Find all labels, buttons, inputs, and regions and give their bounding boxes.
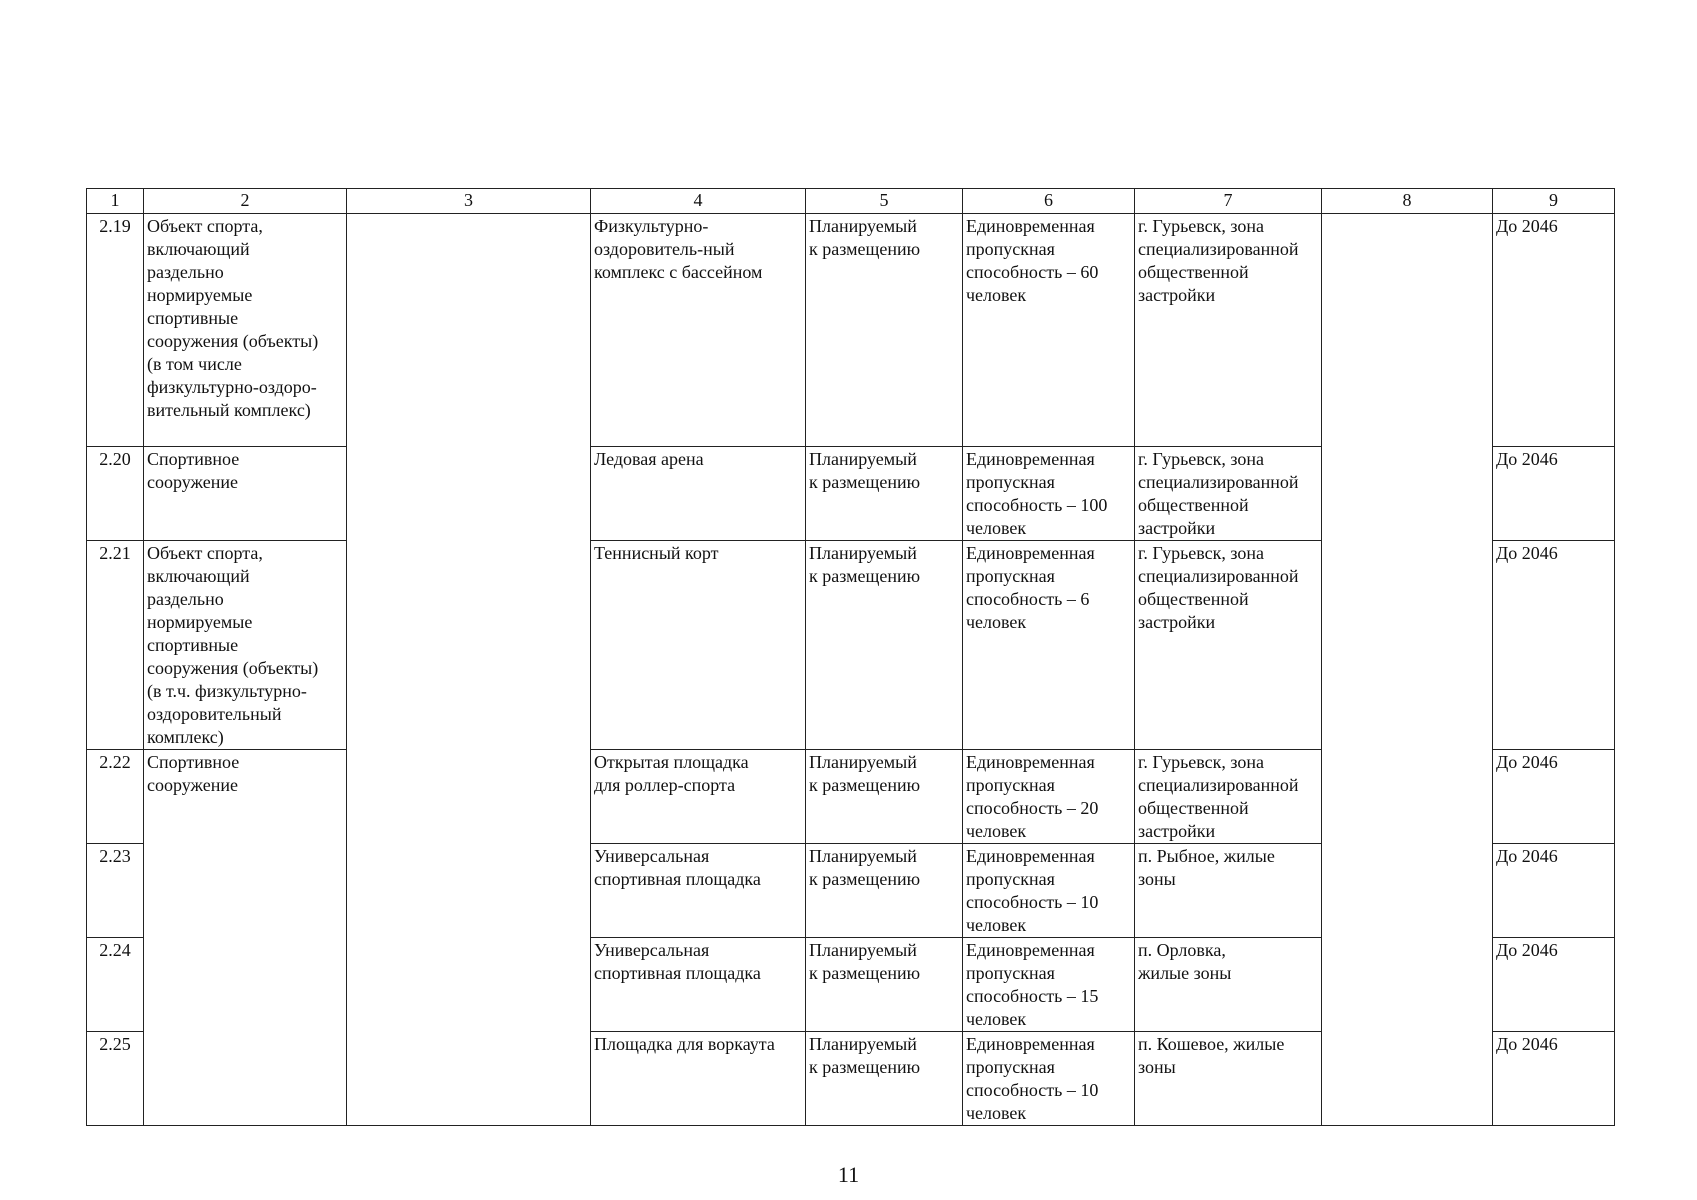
object-capacity: Единовременная пропускная способность – 60 человек [963, 214, 1135, 447]
object-location: п. Рыбное, жилые зоны [1135, 844, 1322, 938]
header-cell-3: 3 [347, 189, 591, 214]
page-number: 11 [837, 1162, 860, 1187]
object-location: п. Орловка, жилые зоны [1135, 938, 1322, 1032]
object-name: Физкультурно- оздоровитель-ный комплекс с бассейном [591, 214, 806, 447]
object-status: Планируемый к размещению [806, 1032, 963, 1126]
header-cell-1: 1 [87, 189, 144, 214]
object-capacity: Единовременная пропускная способность – 15 человек [963, 938, 1135, 1032]
object-status: Планируемый к размещению [806, 541, 963, 750]
object-name: Универсальная спортивная площадка [591, 938, 806, 1032]
object-capacity: Единовременная пропускная способность – 100 человек [963, 447, 1135, 541]
object-name: Открытая площадка для роллер-спорта [591, 750, 806, 844]
object-type: Объект спорта, включающий раздельно нормируемые спортивные сооружения (объекты) (в том числе физкультурно-оздоро- вительный комплекс) [144, 214, 347, 447]
object-status: Планируемый к размещению [806, 447, 963, 541]
row-number: 2.24 [87, 938, 144, 1032]
row-number: 2.23 [87, 844, 144, 938]
column-3-cell [347, 214, 591, 1126]
implementation-term: До 2046 [1493, 541, 1615, 750]
object-name: Ледовая арена [591, 447, 806, 541]
header-cell-6: 6 [963, 189, 1135, 214]
row-number: 2.21 [87, 541, 144, 750]
header-cell-2: 2 [144, 189, 347, 214]
header-cell-9: 9 [1493, 189, 1615, 214]
object-location: г. Гурьевск, зона специализированной общественной застройки [1135, 750, 1322, 844]
object-capacity: Единовременная пропускная способность – 6 человек [963, 541, 1135, 750]
object-location: г. Гурьевск, зона специализированной общественной застройки [1135, 214, 1322, 447]
table-row [87, 214, 1615, 447]
implementation-term: До 2046 [1493, 750, 1615, 844]
object-type: Объект спорта, включающий раздельно нормируемые спортивные сооружения (объекты) (в т.ч. физкультурно- оздоровительный комплекс) [144, 541, 347, 750]
object-type: Спортивное сооружение [144, 750, 347, 1126]
object-capacity: Единовременная пропускная способность – 20 человек [963, 750, 1135, 844]
object-status: Планируемый к размещению [806, 938, 963, 1032]
table-header-row [87, 189, 1615, 214]
row-number: 2.19 [87, 214, 144, 447]
object-status: Планируемый к размещению [806, 750, 963, 844]
object-status: Планируемый к размещению [806, 844, 963, 938]
row-number: 2.20 [87, 447, 144, 541]
column-8-cell [1322, 214, 1493, 1126]
object-status: Планируемый к размещению [806, 214, 963, 447]
header-cell-7: 7 [1135, 189, 1322, 214]
object-location: г. Гурьевск, зона специализированной общественной застройки [1135, 541, 1322, 750]
row-number: 2.22 [87, 750, 144, 844]
object-location: г. Гурьевск, зона специализированной общественной застройки [1135, 447, 1322, 541]
object-name: Теннисный корт [591, 541, 806, 750]
object-capacity: Единовременная пропускная способность – 10 человек [963, 844, 1135, 938]
header-cell-5: 5 [806, 189, 963, 214]
facilities-table [86, 188, 1615, 1126]
object-location: п. Кошевое, жилые зоны [1135, 1032, 1322, 1126]
implementation-term: До 2046 [1493, 844, 1615, 938]
object-name: Универсальная спортивная площадка [591, 844, 806, 938]
row-number: 2.25 [87, 1032, 144, 1126]
header-cell-8: 8 [1322, 189, 1493, 214]
object-capacity: Единовременная пропускная способность – 10 человек [963, 1032, 1135, 1126]
header-cell-4: 4 [591, 189, 806, 214]
implementation-term: До 2046 [1493, 447, 1615, 541]
implementation-term: До 2046 [1493, 938, 1615, 1032]
document-sheet [86, 188, 1614, 1126]
object-name: Площадка для воркаута [591, 1032, 806, 1126]
object-type: Спортивное сооружение [144, 447, 347, 541]
implementation-term: До 2046 [1493, 1032, 1615, 1126]
implementation-term: До 2046 [1493, 214, 1615, 447]
